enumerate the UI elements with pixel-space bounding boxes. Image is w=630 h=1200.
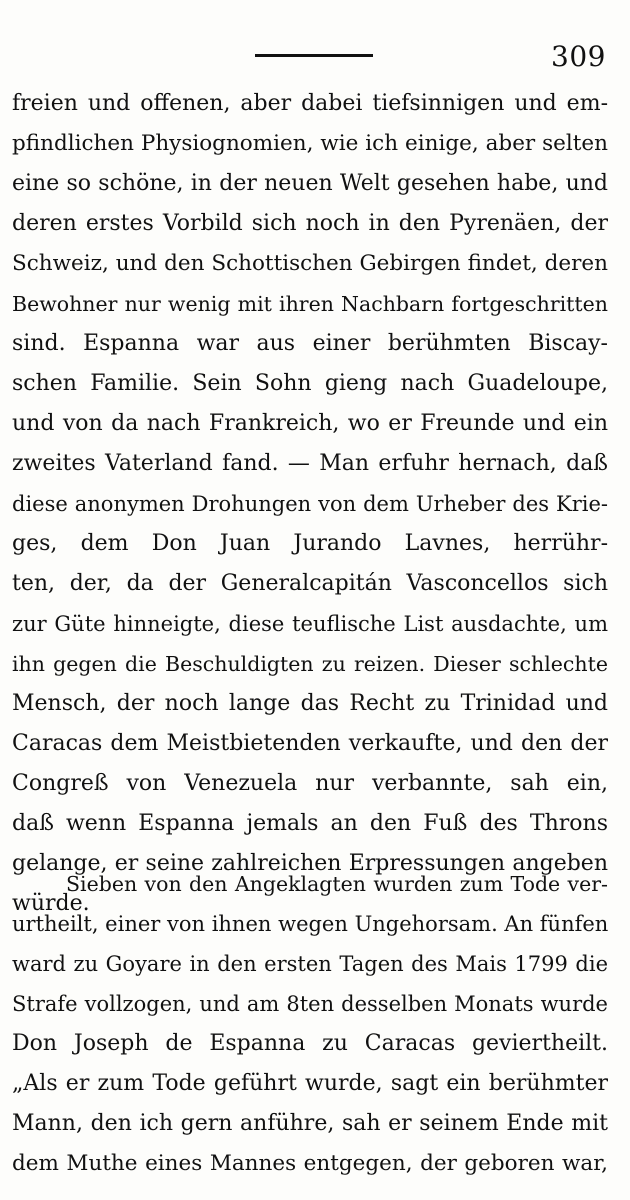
text-line: „Als er zum Tode geführt wurde, sagt ein berühmter: [12, 1071, 608, 1096]
text-line: würde.: [12, 891, 90, 916]
text-line: Caracas dem Meistbietenden verkaufte, und den der: [12, 731, 608, 756]
text-line: daß wenn Espanna jemals an den Fuß des Throns: [12, 811, 608, 836]
text-line: ihn gegen die Beschuldigten zu reizen. Dieser schlechte: [12, 652, 608, 676]
text-line: freien und offenen, aber dabei tiefsinnigen und em-: [12, 91, 608, 116]
header-rule: [255, 54, 373, 57]
text-line: gelange, er seine zahlreichen Erpressungen angeben: [12, 851, 608, 876]
text-line: Congreß von Venezuela nur verbannte, sah ein,: [12, 771, 608, 796]
text-line: pfindlichen Physiognomien, wie ich einige, aber selten: [12, 131, 608, 156]
text-line: Don Joseph de Espanna zu Caracas geviertheilt.: [12, 1031, 608, 1056]
text-line: Mensch, der noch lange das Recht zu Trinidad und: [12, 691, 608, 716]
text-line: ten, der, da der Generalcapitán Vasconcellos sich: [12, 571, 608, 596]
text-line: ward zu Goyare in den ersten Tagen des Mais 1799 die: [12, 952, 608, 976]
text-line: Bewohner nur wenig mit ihren Nachbarn fortgeschritten: [12, 292, 608, 316]
page-number: 309: [551, 40, 606, 73]
text-line: urtheilt, einer von ihnen wegen Ungehorsam. An fünfen: [12, 912, 608, 936]
text-line: zur Güte hinneigte, diese teuflische List ausdachte, um: [12, 612, 608, 636]
text-line: Strafe vollzogen, und am 8ten desselben Monats wurde: [12, 992, 608, 1016]
text-line: und von da nach Frankreich, wo er Freunde und ein: [12, 411, 608, 436]
text-line: Schweiz, und den Schottischen Gebirgen findet, deren: [12, 251, 608, 276]
paragraph-2: [12, 864, 608, 1184]
text-line: eine so schöne, in der neuen Welt gesehen habe, und: [12, 171, 608, 196]
text-line: diese anonymen Drohungen von dem Urheber des Krie-: [12, 492, 608, 516]
text-line: deren erstes Vorbild sich noch in den Pyrenäen, der: [12, 211, 608, 236]
text-line: sind. Espanna war aus einer berühmten Biscay-: [12, 331, 608, 356]
text-line: ges, dem Don Juan Jurando Lavnes, herrühr-: [12, 531, 608, 556]
paragraph-1: [12, 84, 608, 924]
text-line: dem Muthe eines Mannes entgegen, der geboren war,: [12, 1151, 608, 1176]
text-line: schen Familie. Sein Sohn gieng nach Guadeloupe,: [12, 371, 608, 396]
text-line: zweites Vaterland fand. — Man erfuhr hernach, daß: [12, 451, 608, 476]
text-line: Sieben von den Angeklagten wurden zum Tode ver-: [66, 872, 608, 896]
text-line: Mann, den ich gern anführe, sah er seinem Ende mit: [12, 1111, 608, 1136]
